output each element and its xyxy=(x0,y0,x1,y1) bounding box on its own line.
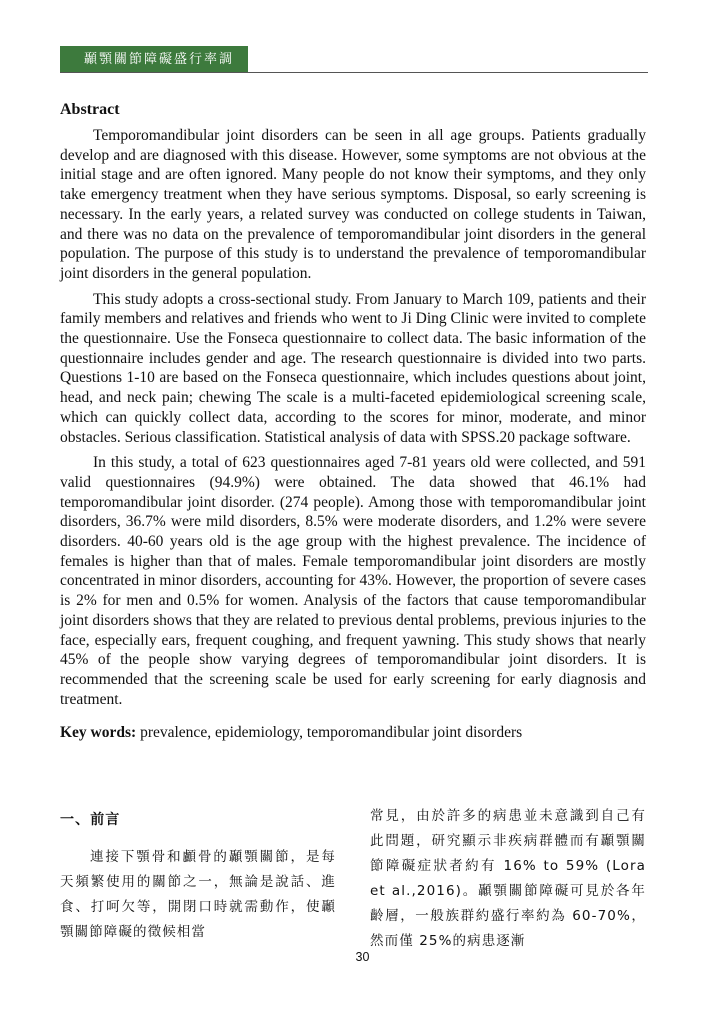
introduction-left-text: 連接下顎骨和顱骨的顳顎關節，是每天頻繁使用的關節之一，無論是說話、進食、打呵欠等，開閉口時就需動作，使顳顎關節障礙的徵候相當 xyxy=(60,849,336,940)
abstract-heading: Abstract xyxy=(60,101,120,118)
keywords-line xyxy=(60,723,646,743)
running-header-title: 顳顎關節障礙盛行率調查 xyxy=(60,46,248,73)
introduction-right-text: 常見，由於許多的病患並未意識到自己有此問題，研究顯示非疾病群體而有顳顎關節障礙症狀者約有 16% to 59% (Lora et al.,2016)。顳顎關節障礙可見於各年齡層，一般族群約盛行率約為 60-70%，然而僅 25%的病患逐漸 xyxy=(370,808,646,949)
abstract-paragraph-2: This study adopts a cross-sectional study. From January to March 109, patients and their family members and relatives and friends who went to Ji Ding Clinic were invited to complete the questionnaire. Use the Fonseca questionnaire to collect data. The basic information of the questionnaire includes gender and age. The research questionnaire is divided into two parts. Questions 1-10 are based on the Fonseca questionnaire, which includes questions about joint, head, and neck pain; chewing The scale is a multi-faceted epidemiological screening scale, which can quickly collect data, according to the scores for minor, moderate, and minor obstacles. Serious classification. Statistical analysis of data with SPSS.20 package software. xyxy=(60,290,646,446)
introduction-right-column xyxy=(370,804,646,954)
introduction-left-column xyxy=(60,808,336,945)
abstract-paragraph-3: In this study, a total of 623 questionnaires aged 7-81 years old were collected, and 591 valid questionnaires (94.9%) were obtained. The data showed that 46.1% had temporomandibular joint disorder. (274 people). Among those with temporomandibular joint disorders, 36.7% were mild disorders, 8.5% were moderate disorders, and 1.2% were severe disorders. 40-60 years old is the age group with the highest prevalence. The incidence of females is higher than that of males. Female temporomandibular joint disorders are mostly concentrated in minor disorders, accounting for 43%. However, the proportion of severe cases is 2% for men and 0.5% for women. Analysis of the factors that cause temporomandibular joint disorders shows that they are related to previous dental problems, previous injuries to the face, especially ears, frequent coughing, and frequent yawning. This study shows that nearly 45% of the people show varying degrees of temporomandibular joint disorders. It is recommended that the screening scale be used for early screening for early diagnosis and treatment. xyxy=(60,454,646,708)
abstract-paragraph-1: Temporomandibular joint disorders can be seen in all age groups. Patients gradually develop and are diagnosed with this disease. However, some symptoms are not obvious at the initial stage and are often ignored. Many people do not know their symptoms, and they only take emergency treatment when they have serious symptoms. Disposal, so early screening is necessary. In the early years, a related survey was conducted on college students in Taiwan, and there was no data on the prevalence of temporomandibular joint disorders in the general population. The purpose of this study is to understand the prevalence of temporomandibular joint disorders in the general population. xyxy=(60,127,646,282)
page-number: 30 xyxy=(355,950,370,964)
keywords-text: prevalence, epidemiology, temporomandibular joint disorders xyxy=(140,724,523,742)
header-divider xyxy=(60,72,648,73)
abstract-section xyxy=(60,100,646,743)
introduction-heading: 一、前言 xyxy=(60,812,121,828)
keywords-label: Key words: xyxy=(60,724,137,742)
